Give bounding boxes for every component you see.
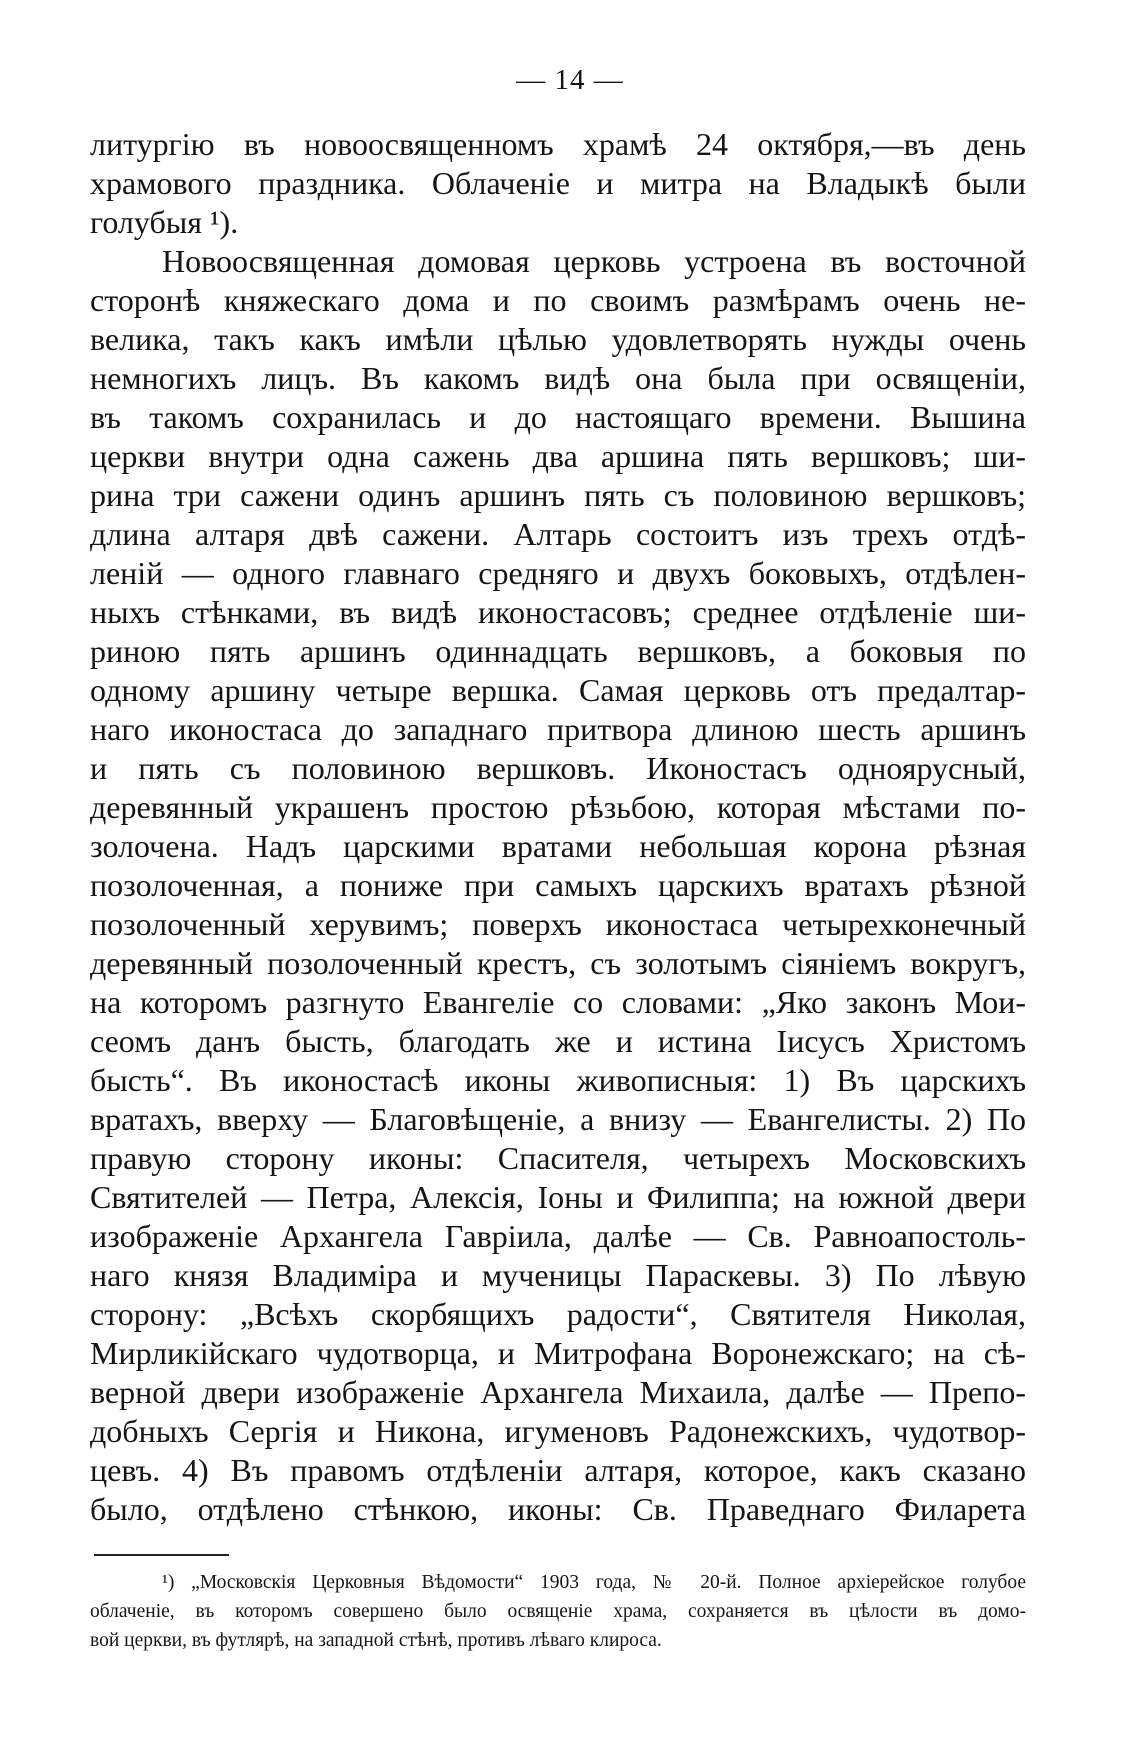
footnote-divider: [94, 1554, 229, 1556]
text-line: и пять съ половиною вершковъ. Иконостасъ одноярусный,: [90, 750, 1026, 786]
text-line: бысть“. Въ иконостасѣ иконы живописныя: 1) Въ царскихъ: [90, 1062, 1026, 1098]
text-line: сторонѣ княжескаго дома и по своимъ размѣрамъ очень не-: [90, 282, 1026, 318]
text-line: одному аршину четыре вершка. Самая церковь отъ предалтар-: [90, 672, 1026, 708]
footnote-line: вой церкви, въ футлярѣ, на западной стѣнѣ, противъ лѣваго клироса.: [90, 1630, 662, 1651]
page-number: — 14 —: [516, 64, 624, 96]
text-line: сторону: „Всѣхъ скорбящихъ радости“, Святителя Николая,: [90, 1296, 1026, 1332]
text-line: ленiй — одного главнаго средняго и двухъ боковыхъ, отдѣлен-: [90, 555, 1026, 591]
text-line: позолоченный херувимъ; поверхъ иконостаса четырехконечный: [90, 906, 1026, 942]
text-line: добныхъ Сергiя и Никона, игуменовъ Радонежскихъ, чудотвор-: [90, 1413, 1026, 1449]
main-text: [90, 125, 1026, 1529]
text-line: Святителей — Петра, Алексiя, Iоны и Филиппа; на южной двери: [90, 1179, 1026, 1215]
text-line: велика, такъ какъ имѣли цѣлью удовлетворять нужды очень: [90, 321, 1026, 357]
text-line: церкви внутри одна сажень два аршина пять вершковъ; ши-: [90, 438, 1026, 474]
text-line: сеомъ данъ бысть, благодать же и истина Iисусъ Христомъ: [90, 1023, 1026, 1059]
text-line: риною пять аршинъ одиннадцать вершковъ, а боковыя по: [90, 633, 1026, 669]
text-line: деревянный позолоченный крестъ, съ золотымъ сiянiемъ вокругъ,: [90, 945, 1026, 981]
footnote-line: облаченiе, въ которомъ совершено было освященiе храма, сохраняется въ цѣлости въ домо-: [90, 1601, 1026, 1622]
text-line: золочена. Надъ царскими вратами небольшая корона рѣзная: [90, 828, 1026, 864]
text-line: деревянный украшенъ простою рѣзьбою, которая мѣстами по-: [90, 789, 1026, 825]
text-line: ныхъ стѣнками, въ видѣ иконостасовъ; среднее отдѣленiе ши-: [90, 594, 1026, 630]
text-line: немногихъ лицъ. Въ какомъ видѣ она была при освященiи,: [90, 360, 1026, 396]
text-line: наго иконостаса до западнаго притвора длиною шесть аршинъ: [90, 711, 1026, 747]
text-line: голубыя ¹).: [90, 204, 239, 240]
text-line: было, отдѣлено стѣнкою, иконы: Св. Праведнаго Филарета: [90, 1491, 1026, 1527]
text-line: правую сторону иконы: Спасителя, четырехъ Московскихъ: [90, 1140, 1026, 1176]
text-line: рина три сажени одинъ аршинъ пять съ половиною вершковъ;: [90, 477, 1026, 513]
text-line: на которомъ разгнуто Евангелiе со словами: „Яко законъ Мои-: [90, 984, 1026, 1020]
text-line: цевъ. 4) Въ правомъ отдѣленiи алтаря, которое, какъ сказано: [90, 1452, 1026, 1488]
footnote-line: ¹) „Московскiя Церковныя Вѣдомости“ 1903 года, № 20-й. Полное архiерейское голубое: [162, 1572, 1026, 1593]
text-line: Новоосвященная домовая церковь устроена въ восточной: [162, 243, 1026, 279]
text-line: литургiю въ новоосвященномъ храмѣ 24 октября,—въ день: [90, 126, 1026, 162]
text-line: храмового праздника. Облаченiе и митра на Владыкѣ были: [90, 165, 1026, 201]
text-line: позолоченная, а пониже при самыхъ царскихъ вратахъ рѣзной: [90, 867, 1026, 903]
text-line: изображенiе Архангела Гавріила, далѣе — Св. Равноапостоль-: [90, 1218, 1026, 1254]
text-line: вратахъ, вверху — Благовѣщенiе, а внизу — Евангелисты. 2) По: [90, 1101, 1026, 1137]
text-line: длина алтаря двѣ сажени. Алтарь состоитъ изъ трехъ отдѣ-: [90, 516, 1026, 552]
text-line: Мирликiйскаго чудотворца, и Митрофана Воронежскаго; на сѣ-: [90, 1335, 1026, 1371]
text-line: верной двери изображенiе Архангела Михаила, далѣе — Препо-: [90, 1374, 1026, 1410]
text-line: въ такомъ сохранилась и до настоящаго времени. Вышина: [90, 399, 1026, 435]
footnote: [90, 1568, 1026, 1655]
text-line: наго князя Владимiра и мученицы Параскевы. 3) По лѣвую: [90, 1257, 1026, 1293]
